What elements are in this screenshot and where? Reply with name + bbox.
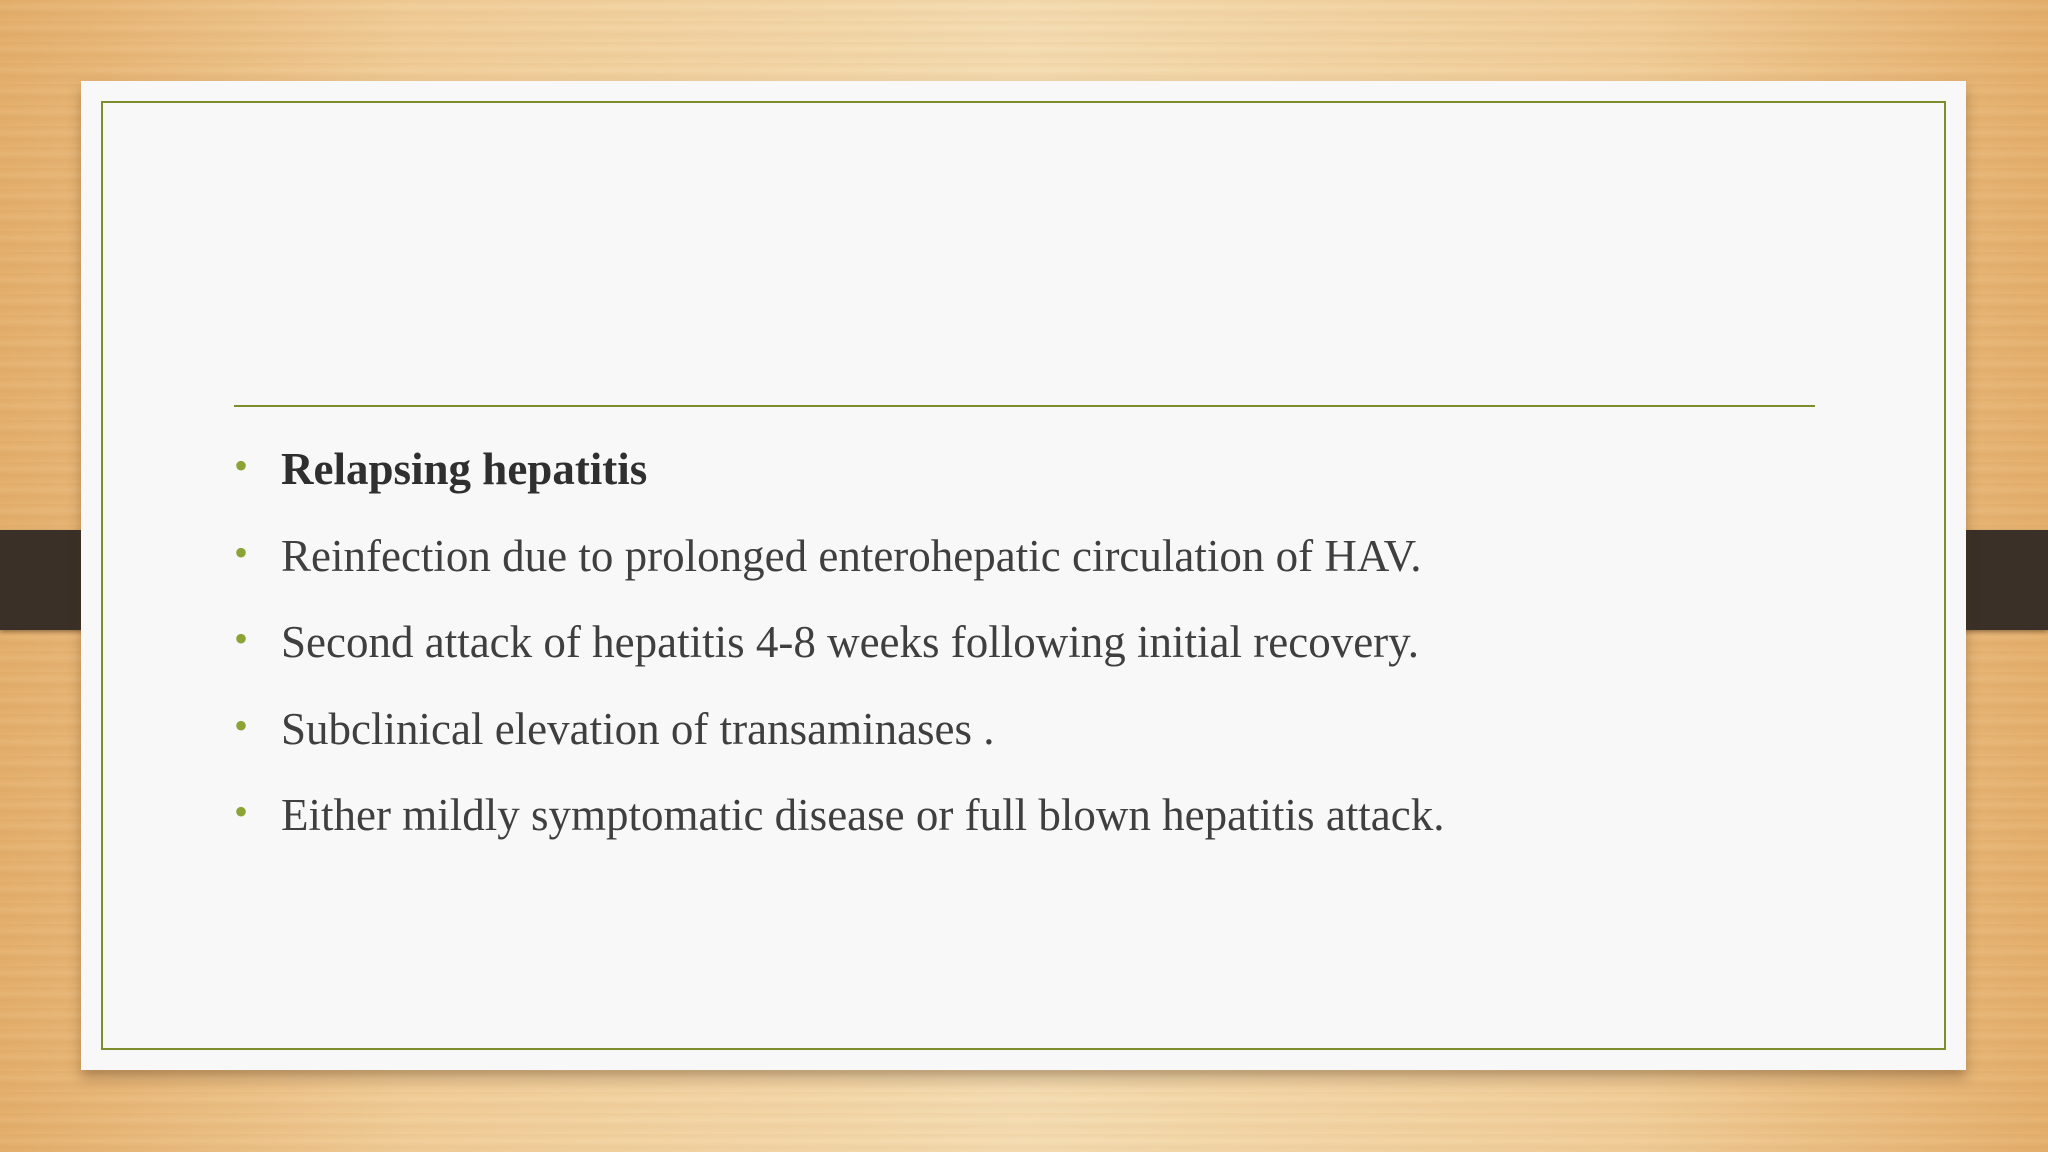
- slide-card: [81, 81, 1966, 1070]
- bullet-dot-icon: •: [234, 702, 249, 748]
- bullet-item: [234, 686, 1834, 773]
- bullet-item: [234, 426, 1834, 513]
- bullet-text: Subclinical elevation of transaminases .: [281, 703, 995, 754]
- bullet-dot-icon: •: [234, 443, 249, 488]
- bullet-heading: Relapsing hepatitis: [281, 444, 648, 494]
- bullet-dot-icon: •: [234, 529, 249, 575]
- bullet-text: Second attack of hepatitis 4-8 weeks following initial recovery.: [281, 617, 1419, 667]
- bullet-list: [234, 426, 1834, 859]
- bullet-item: [234, 772, 1834, 859]
- bullet-dot-icon: •: [234, 616, 249, 661]
- bullet-item: [234, 513, 1834, 600]
- bullet-item: [234, 599, 1834, 686]
- bullet-text: Either mildly symptomatic disease or full blown hepatitis attack.: [281, 790, 1445, 840]
- bullet-text: Reinfection due to prolonged enterohepatic circulation of HAV.: [281, 530, 1422, 581]
- title-divider-rule: [234, 405, 1815, 407]
- bullet-dot-icon: •: [234, 789, 249, 834]
